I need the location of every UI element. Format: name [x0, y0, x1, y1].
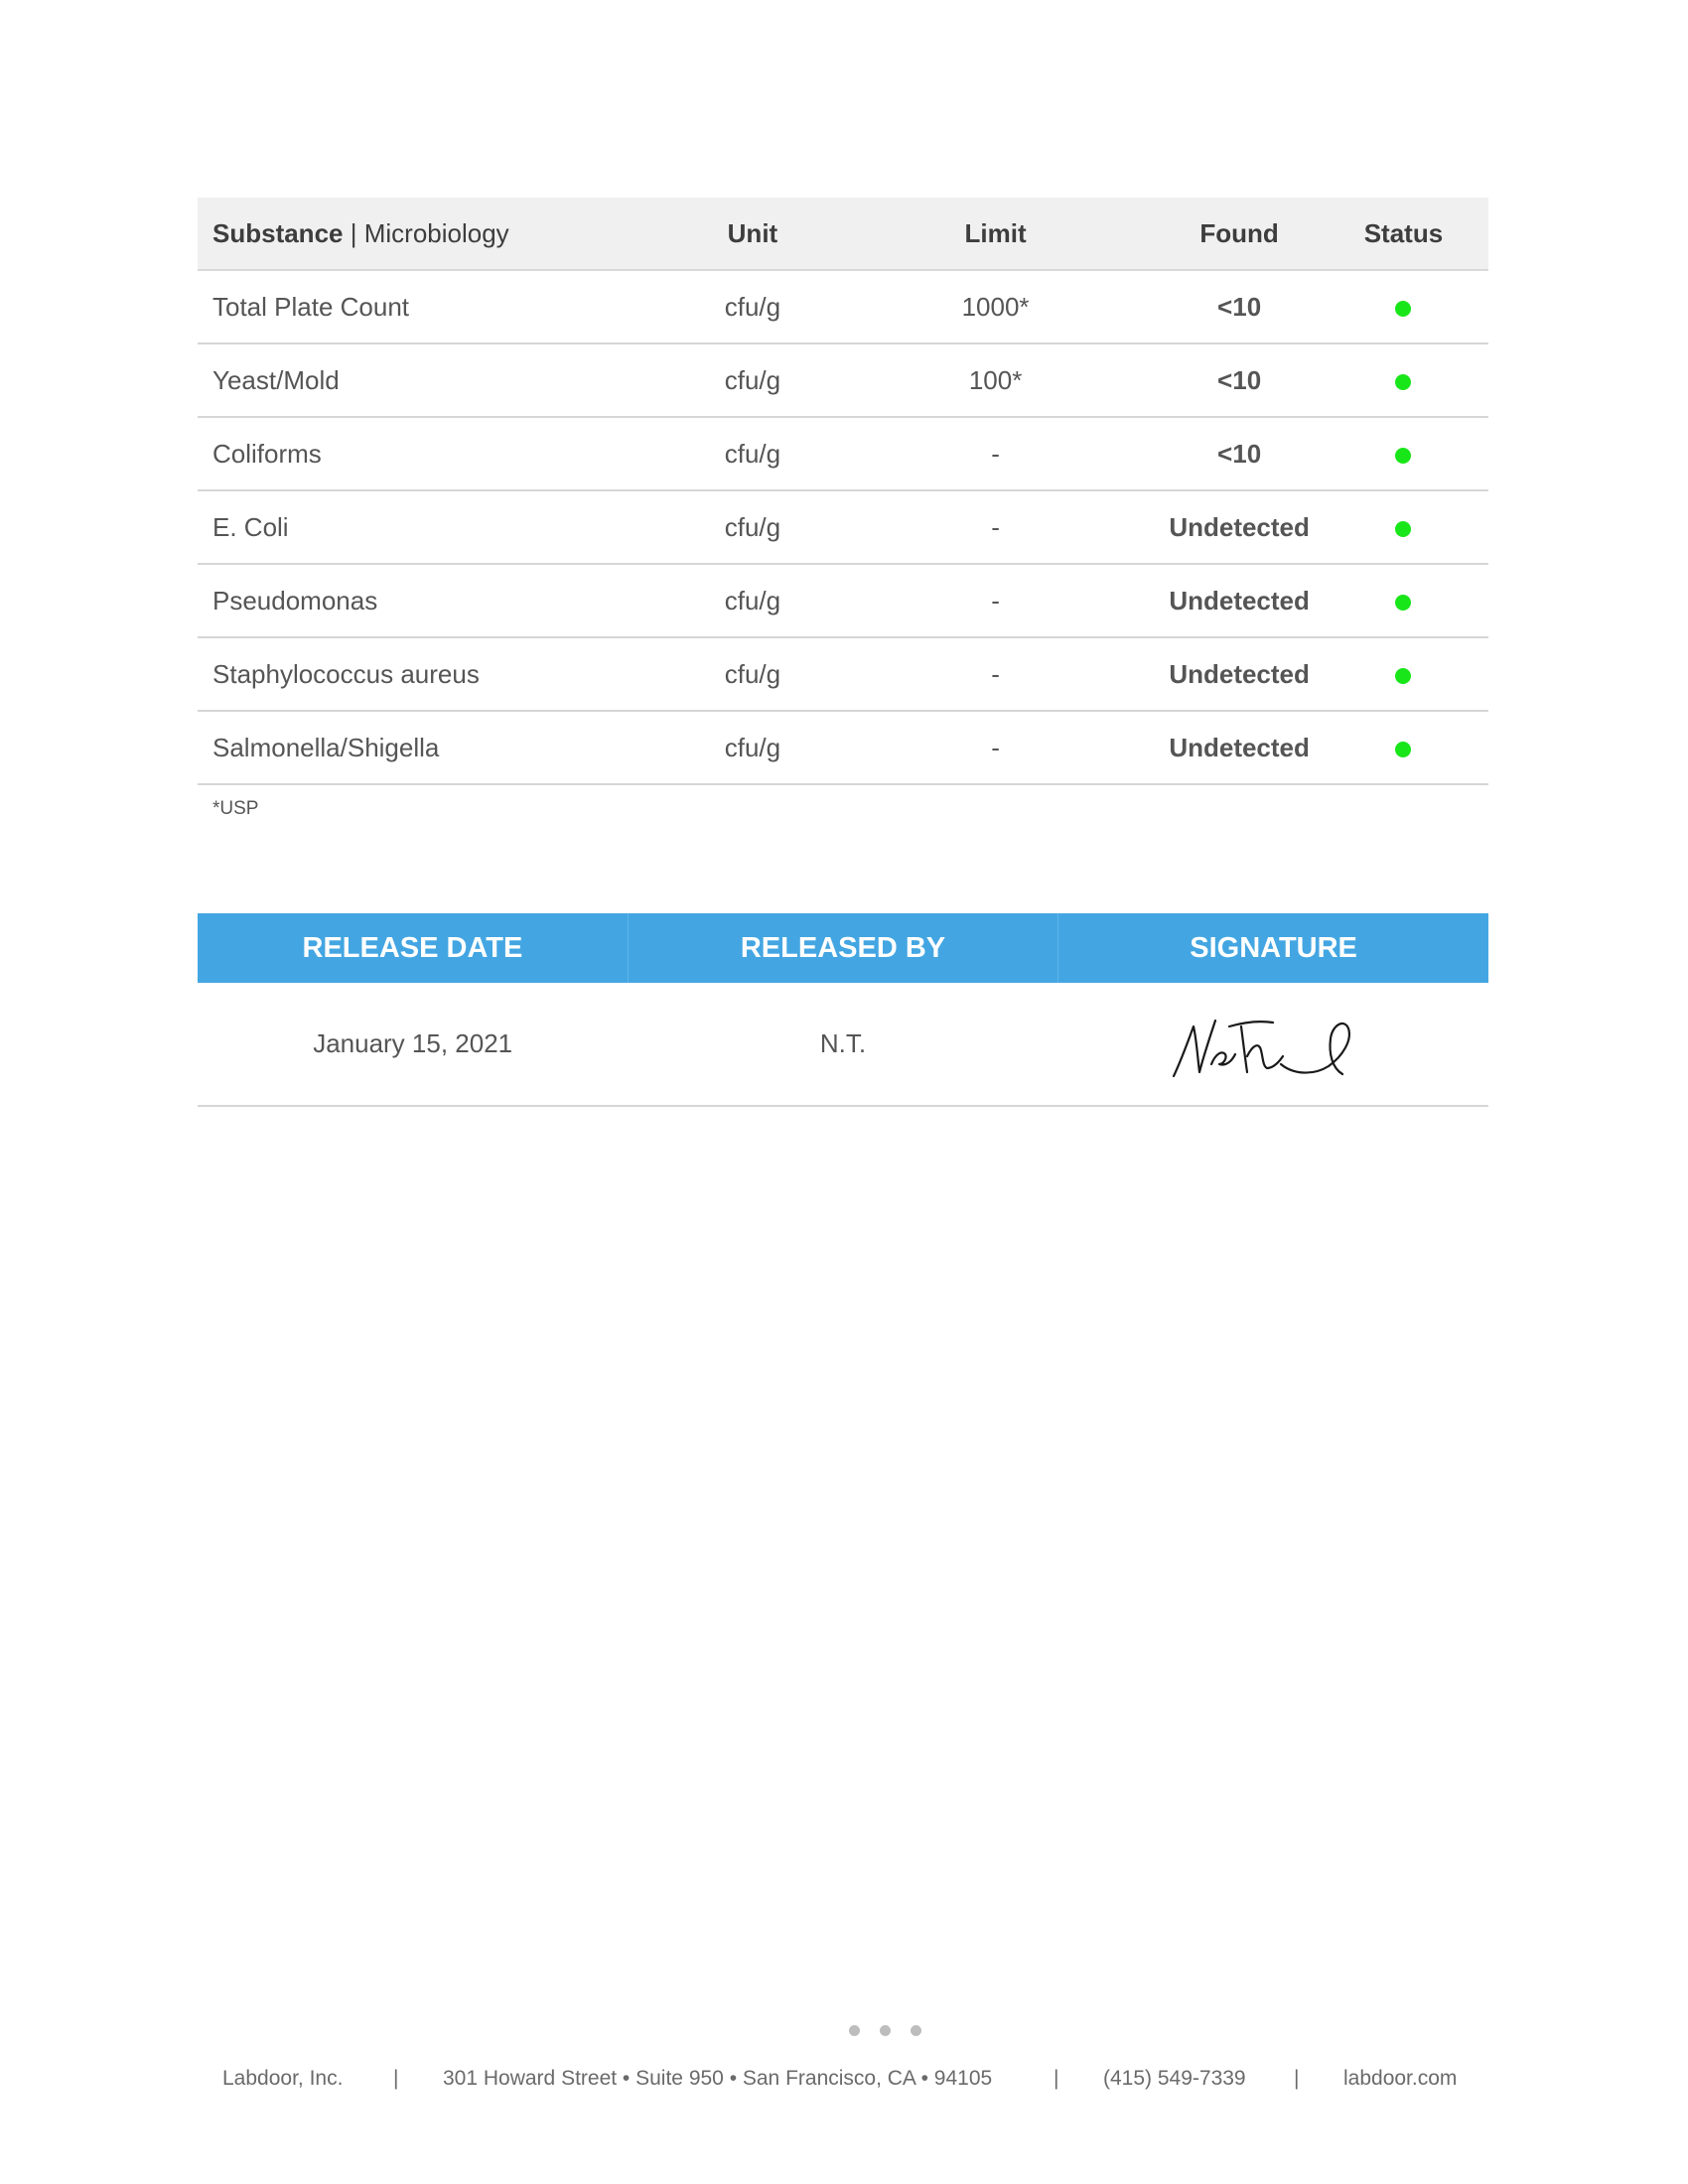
cell-unit: cfu/g	[674, 564, 831, 637]
microbiology-table	[198, 198, 1488, 785]
signature-cell	[1058, 983, 1488, 1106]
cell-limit: 100*	[831, 343, 1160, 417]
header-substance	[198, 198, 674, 270]
table-row	[198, 417, 1488, 490]
cell-found: <10	[1160, 417, 1319, 490]
dot-icon	[849, 2025, 860, 2036]
footer-divider: |	[1054, 2067, 1059, 2090]
usp-footnote: *USP	[212, 798, 259, 819]
cell-found: Undetected	[1160, 711, 1319, 784]
status-pass-icon	[1395, 595, 1411, 611]
cell-unit: cfu/g	[674, 417, 831, 490]
cell-found: Undetected	[1160, 564, 1319, 637]
cell-found: <10	[1160, 343, 1319, 417]
cell-limit: -	[831, 637, 1160, 711]
cell-substance: Total Plate Count	[198, 270, 674, 343]
cell-found: Undetected	[1160, 637, 1319, 711]
dot-icon	[911, 2025, 921, 2036]
footer	[0, 2067, 1688, 2097]
release-date-value: January 15, 2021	[198, 983, 628, 1106]
cell-status	[1319, 490, 1488, 564]
header-separator: |	[350, 217, 357, 248]
cell-unit: cfu/g	[674, 637, 831, 711]
header-limit: Limit	[831, 198, 1160, 270]
footer-divider: |	[393, 2067, 399, 2090]
table-row	[198, 343, 1488, 417]
table-row	[198, 490, 1488, 564]
cell-unit: cfu/g	[674, 490, 831, 564]
cell-status	[1319, 564, 1488, 637]
status-pass-icon	[1395, 668, 1411, 684]
cell-status	[1319, 417, 1488, 490]
released-by-value: N.T.	[628, 983, 1057, 1106]
release-header-row	[198, 913, 1488, 983]
table-row	[198, 637, 1488, 711]
cell-unit: cfu/g	[674, 270, 831, 343]
cell-status	[1319, 270, 1488, 343]
header-found: Found	[1160, 198, 1319, 270]
cell-limit: -	[831, 490, 1160, 564]
cell-limit: -	[831, 417, 1160, 490]
footer-company: Labdoor, Inc.	[222, 2067, 344, 2090]
status-pass-icon	[1395, 742, 1411, 757]
table-row	[198, 564, 1488, 637]
cell-substance: Staphylococcus aureus	[198, 637, 674, 711]
cell-unit: cfu/g	[674, 711, 831, 784]
footer-phone: (415) 549-7339	[1103, 2067, 1246, 2090]
cell-status	[1319, 637, 1488, 711]
cell-substance: Yeast/Mold	[198, 343, 674, 417]
cell-limit: -	[831, 711, 1160, 784]
page-dots	[849, 2025, 948, 2039]
header-signature: SIGNATURE	[1058, 913, 1488, 983]
status-pass-icon	[1395, 448, 1411, 464]
dot-icon	[880, 2025, 891, 2036]
footer-divider: |	[1294, 2067, 1300, 2090]
footer-website[interactable]: labdoor.com	[1343, 2067, 1458, 2090]
header-unit: Unit	[674, 198, 831, 270]
cell-status	[1319, 711, 1488, 784]
cell-status	[1319, 343, 1488, 417]
handwritten-signature-icon	[1164, 1005, 1382, 1084]
cell-substance: E. Coli	[198, 490, 674, 564]
status-pass-icon	[1395, 374, 1411, 390]
cell-limit: -	[831, 564, 1160, 637]
release-row	[198, 983, 1488, 1106]
header-released-by: RELEASED BY	[628, 913, 1057, 983]
header-release-date: RELEASE DATE	[198, 913, 628, 983]
cell-substance: Pseudomonas	[198, 564, 674, 637]
header-status: Status	[1319, 198, 1488, 270]
cell-substance: Coliforms	[198, 417, 674, 490]
release-table	[198, 913, 1488, 1107]
cell-unit: cfu/g	[674, 343, 831, 417]
cell-substance: Salmonella/Shigella	[198, 711, 674, 784]
footer-address: 301 Howard Street • Suite 950 • San Francisco, CA • 94105	[443, 2067, 993, 2090]
header-substance-label: Substance	[212, 217, 344, 248]
table-row	[198, 711, 1488, 784]
table-row	[198, 270, 1488, 343]
table-header-row	[198, 198, 1488, 270]
header-substance-group: Microbiology	[363, 217, 509, 248]
cell-limit: 1000*	[831, 270, 1160, 343]
status-pass-icon	[1395, 301, 1411, 317]
status-pass-icon	[1395, 521, 1411, 537]
cell-found: Undetected	[1160, 490, 1319, 564]
cell-found: <10	[1160, 270, 1319, 343]
